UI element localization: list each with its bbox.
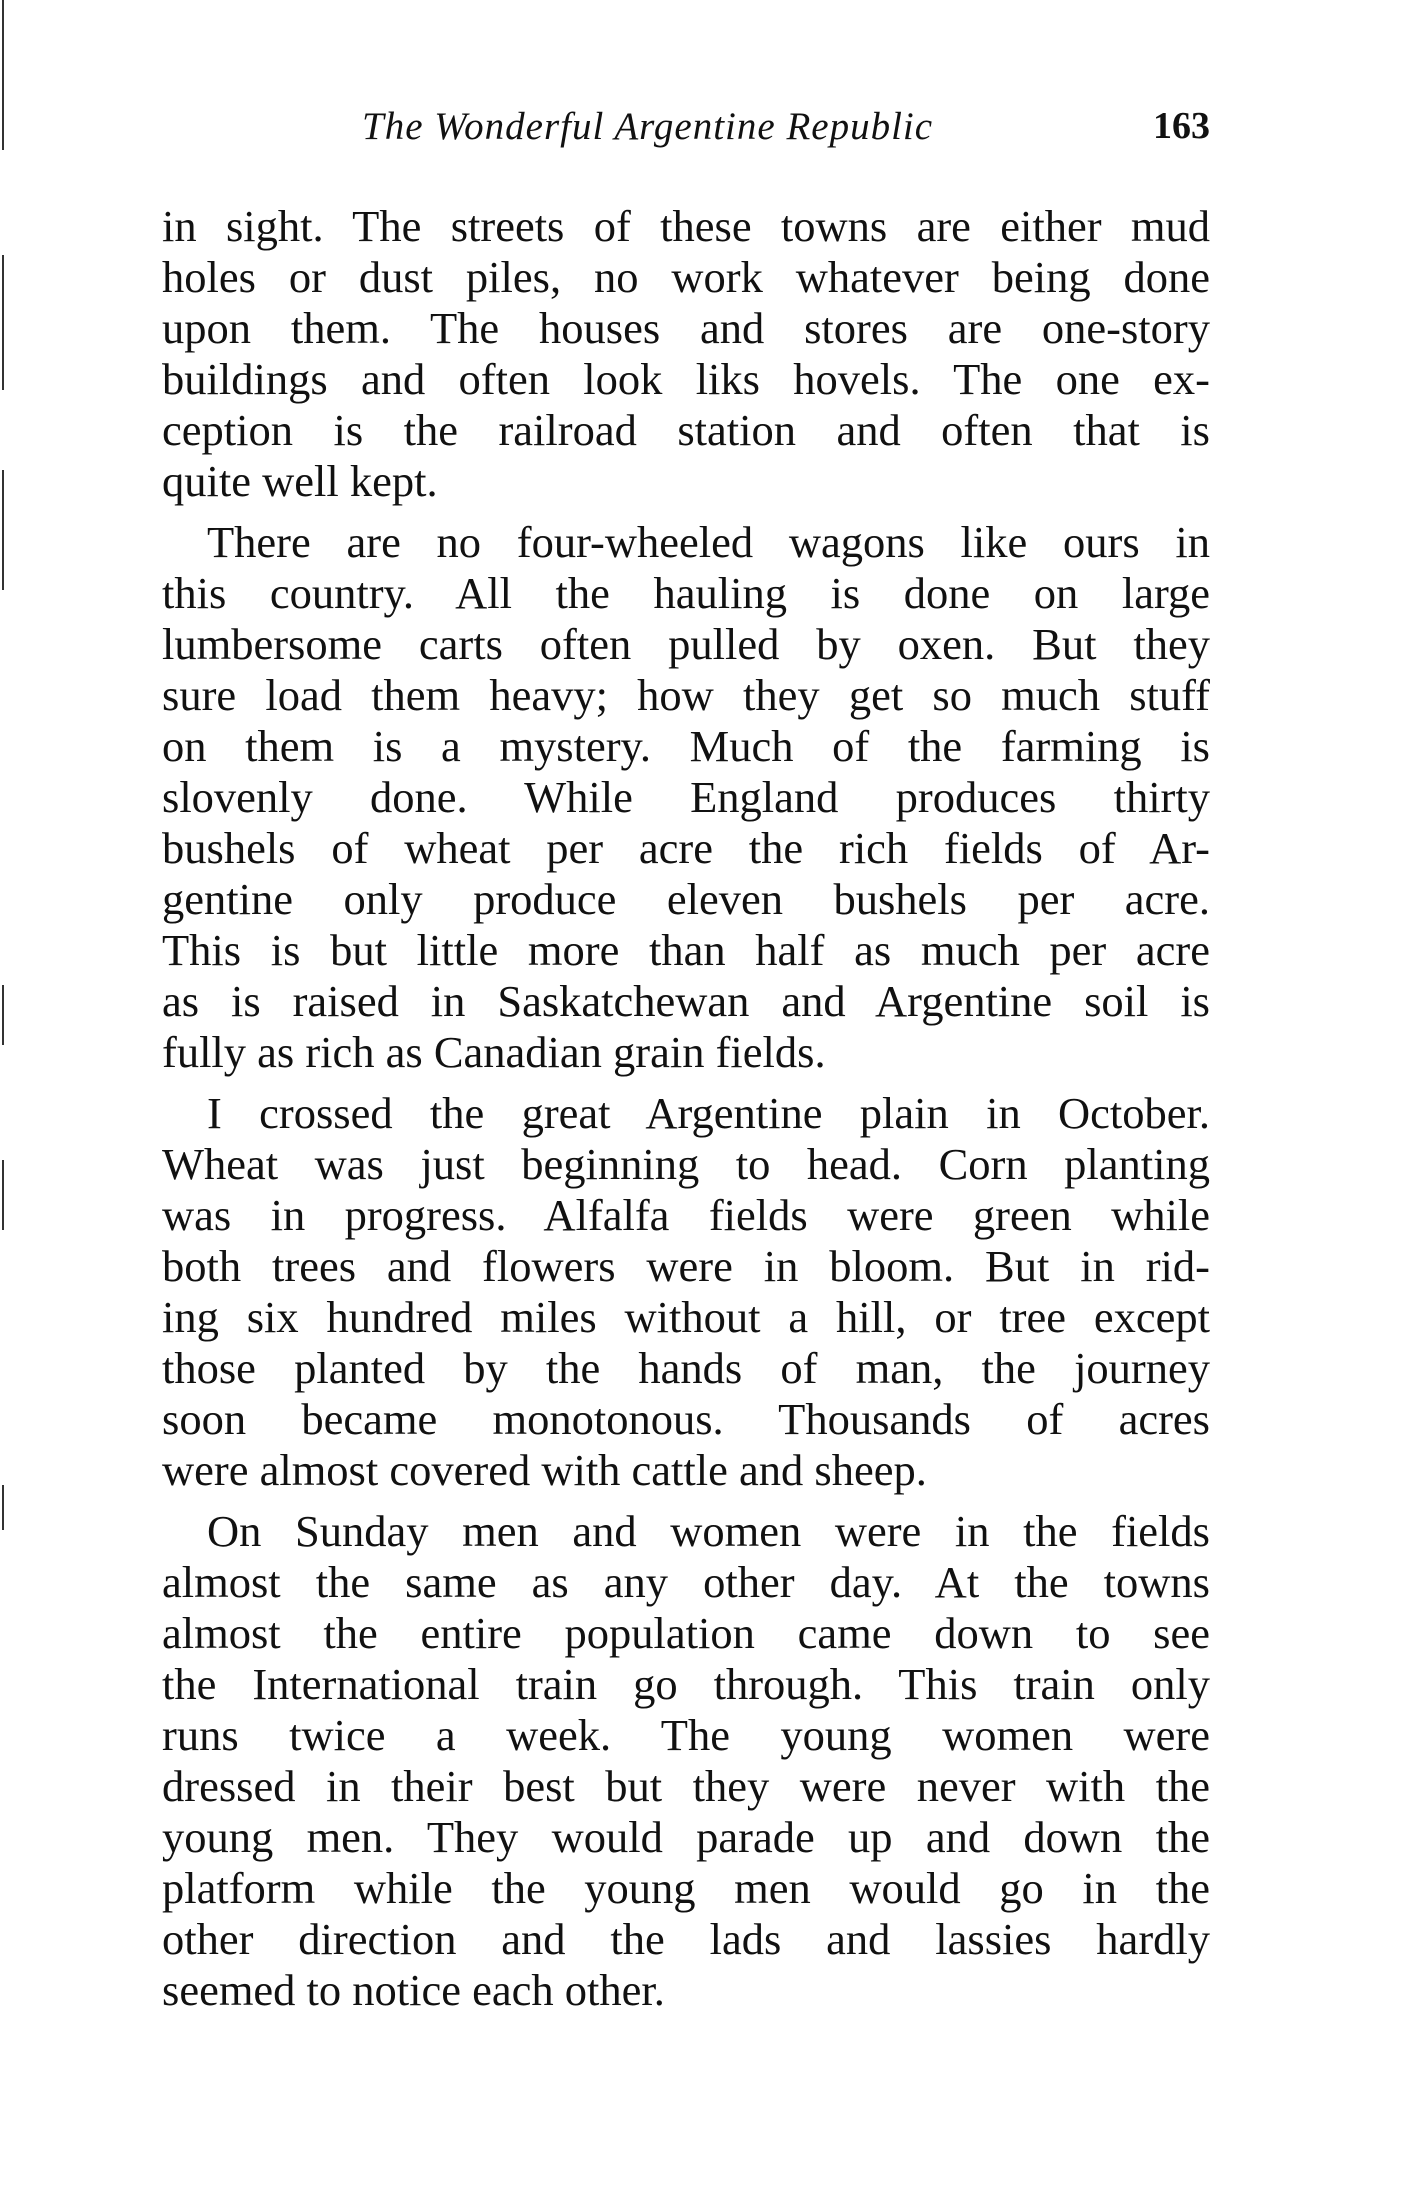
text-line: ception is the railroad station and often that is — [162, 405, 1210, 455]
scan-edge-mark — [2, 1160, 4, 1230]
text-line: young men. They would parade up and down the — [162, 1812, 1210, 1862]
text-line: as is raised in Saskatchewan and Argentine soil is — [162, 976, 1210, 1026]
text-line: platform while the young men would go in the — [162, 1863, 1210, 1913]
text-line: in sight. The streets of these towns are either mud — [162, 201, 1210, 251]
body-text — [162, 201, 1210, 2026]
text-line: There are no four-wheeled wagons like ours in — [207, 517, 1210, 567]
text-line: soon became monotonous. Thousands of acres — [162, 1394, 1210, 1444]
text-line: This is but little more than half as much per acre — [162, 925, 1210, 975]
text-line: I crossed the great Argentine plain in October. — [207, 1088, 1210, 1138]
text-line: those planted by the hands of man, the journey — [162, 1343, 1210, 1393]
paragraph — [162, 1506, 1210, 2016]
page-header — [160, 104, 1210, 164]
scan-edge-mark — [2, 985, 4, 1045]
text-line: both trees and flowers were in bloom. But in rid- — [162, 1241, 1210, 1291]
paragraph — [162, 517, 1210, 1078]
text-line: slovenly done. While England produces thirty — [162, 772, 1210, 822]
text-line: On Sunday men and women were in the fields — [207, 1506, 1210, 1556]
text-line: buildings and often look liks hovels. The one ex- — [162, 354, 1210, 404]
paragraph — [162, 201, 1210, 507]
text-line: almost the entire population came down to see — [162, 1608, 1210, 1658]
text-line: runs twice a week. The young women were — [162, 1710, 1210, 1760]
text-line: seemed to notice each other. — [162, 1965, 665, 2015]
text-line: was in progress. Alfalfa fields were green while — [162, 1190, 1210, 1240]
text-line: gentine only produce eleven bushels per acre. — [162, 874, 1210, 924]
text-line: Wheat was just beginning to head. Corn planting — [162, 1139, 1210, 1189]
text-line: were almost covered with cattle and sheep. — [162, 1445, 927, 1495]
running-title: The Wonderful Argentine Republic — [362, 105, 934, 148]
text-line: other direction and the lads and lassies hardly — [162, 1914, 1210, 1964]
text-line: almost the same as any other day. At the towns — [162, 1557, 1210, 1607]
text-line: dressed in their best but they were never with the — [162, 1761, 1210, 1811]
paragraph — [162, 1088, 1210, 1496]
scan-edge-mark — [2, 0, 4, 150]
scan-edge-mark — [2, 1485, 4, 1530]
text-line: quite well kept. — [162, 456, 438, 506]
text-line: upon them. The houses and stores are one-story — [162, 303, 1210, 353]
text-line: lumbersome carts often pulled by oxen. But they — [162, 619, 1210, 669]
text-line: on them is a mystery. Much of the farming is — [162, 721, 1210, 771]
scan-edge-mark — [2, 255, 4, 390]
text-line: fully as rich as Canadian grain fields. — [162, 1027, 826, 1077]
scan-edge-mark — [2, 470, 4, 590]
text-line: bushels of wheat per acre the rich fields of Ar- — [162, 823, 1210, 873]
text-line: holes or dust piles, no work whatever being done — [162, 252, 1210, 302]
text-line: ing six hundred miles without a hill, or tree except — [162, 1292, 1210, 1342]
text-line: sure load them heavy; how they get so much stuff — [162, 670, 1210, 720]
page-number: 163 — [1153, 105, 1210, 147]
text-line: this country. All the hauling is done on large — [162, 568, 1210, 618]
text-line: the International train go through. This train only — [162, 1659, 1210, 1709]
